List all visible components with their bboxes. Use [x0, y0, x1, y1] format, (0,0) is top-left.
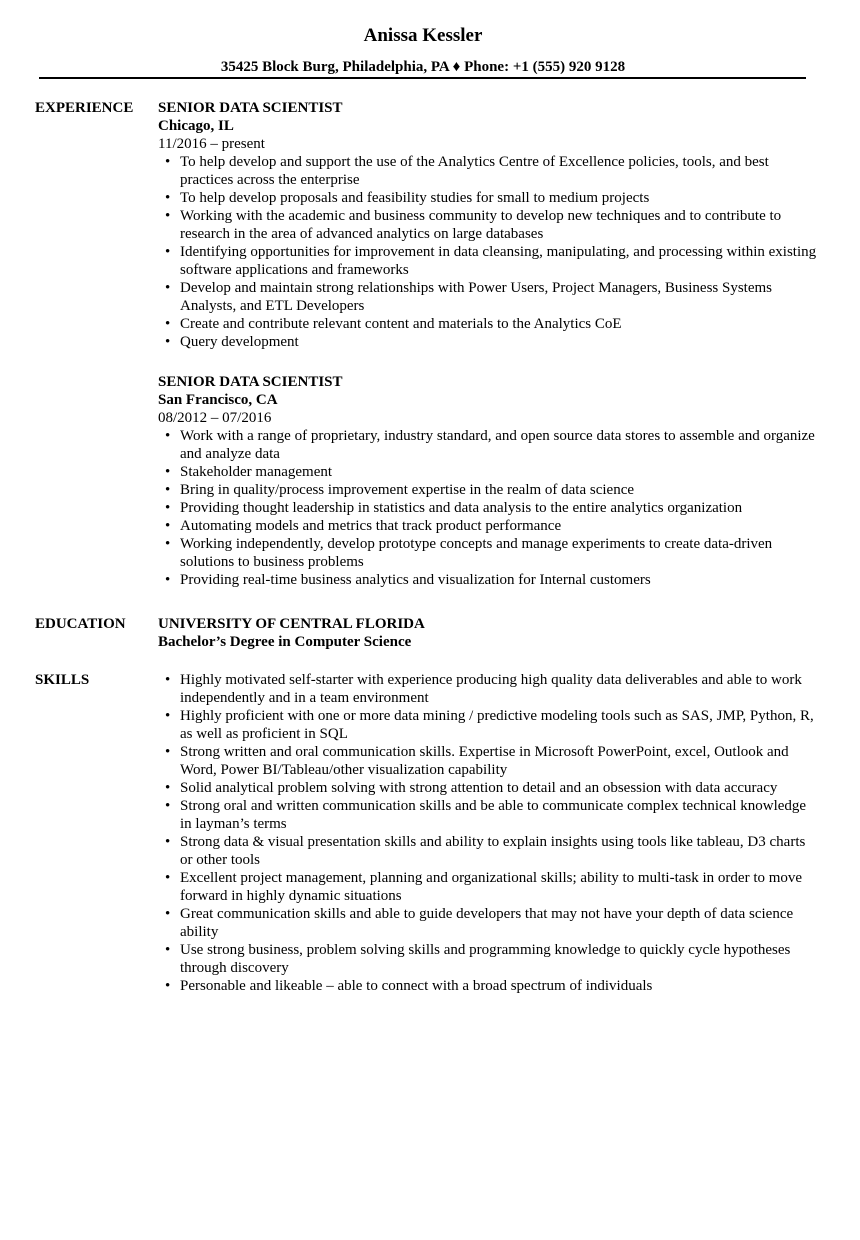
- header-divider: [39, 77, 806, 79]
- list-item: • To help develop proposals and feasibility studies for small to medium projects: [165, 190, 650, 206]
- bullet-icon: •: [165, 906, 171, 922]
- bullet-icon: •: [165, 244, 171, 260]
- bullet-icon: •: [165, 572, 171, 588]
- list-item: • Identifying opportunities for improvement in data cleansing, manipulating, and processing within existing software applications and frameworks: [165, 244, 817, 278]
- bullet-icon: •: [165, 518, 171, 534]
- list-item: • Highly proficient with one or more data mining / predictive modeling tools such as SAS, JMP, Python, R, as well as proficient in SQL: [165, 708, 814, 742]
- list-item: • Working with the academic and business community to develop new techniques and to contribute to research in the area of advanced analytics on large databases: [165, 208, 782, 242]
- list-item: • Personable and likeable – able to connect with a broad spectrum of individuals: [165, 978, 653, 994]
- bullet-icon: •: [165, 780, 171, 796]
- bullet-icon: •: [165, 428, 171, 444]
- list-item: • To help develop and support the use of the Analytics Centre of Excellence policies, tools, and best practices across the enterprise: [165, 154, 769, 188]
- responsibilities-list: [158, 427, 818, 589]
- bullet-icon: •: [165, 154, 171, 170]
- bullet-icon: •: [165, 208, 171, 224]
- job-dates: 08/2012 – 07/2016: [158, 410, 272, 426]
- bullet-icon: •: [165, 870, 171, 886]
- bullet-icon: •: [165, 536, 171, 552]
- list-item: • Strong data & visual presentation skills and ability to explain insights using tools like tableau, D3 charts or other tools: [165, 834, 806, 868]
- bullet-icon: •: [165, 334, 171, 350]
- list-item: • Excellent project management, planning and organizational skills; ability to multi-task in order to move forward in highly dynamic situations: [165, 870, 803, 904]
- skills-entry: [158, 671, 818, 995]
- bullet-icon: •: [165, 942, 171, 958]
- bullet-icon: •: [165, 190, 171, 206]
- education-entry: [158, 615, 818, 651]
- job-title: SENIOR DATA SCIENTIST: [158, 374, 343, 390]
- list-item: • Strong written and oral communication skills. Expertise in Microsoft PowerPoint, excel, Outlook and Word, Power BI/Tableau/other visualization capability: [165, 744, 789, 778]
- bullet-icon: •: [165, 834, 171, 850]
- list-item: • Work with a range of proprietary, industry standard, and open source data stores to assemble and organize and analyze data: [165, 428, 815, 462]
- bullet-icon: •: [165, 316, 171, 332]
- list-item: • Working independently, develop prototype concepts and manage experiments to create data-driven solutions to business problems: [165, 536, 773, 570]
- bullet-icon: •: [165, 798, 171, 814]
- job-title: SENIOR DATA SCIENTIST: [158, 100, 343, 116]
- list-item: • Create and contribute relevant content and materials to the Analytics CoE: [165, 316, 622, 332]
- experience-entry: [158, 373, 818, 589]
- list-item: • Highly motivated self-starter with experience producing high quality data deliverables and able to work independently and in a team environment: [165, 672, 802, 706]
- school-name: UNIVERSITY OF CENTRAL FLORIDA: [158, 616, 425, 632]
- list-item: • Query development: [165, 334, 299, 350]
- bullet-icon: •: [165, 482, 171, 498]
- bullet-icon: •: [165, 978, 171, 994]
- list-item: • Bring in quality/process improvement expertise in the realm of data science: [165, 482, 635, 498]
- list-item: • Great communication skills and able to guide developers that may not have your depth of data science ability: [165, 906, 794, 940]
- section-label-experience: EXPERIENCE: [35, 100, 134, 116]
- resume-name: Anissa Kessler: [363, 25, 483, 46]
- list-item: • Automating models and metrics that track product performance: [165, 518, 562, 534]
- degree: Bachelor’s Degree in Computer Science: [158, 634, 412, 650]
- list-item: • Develop and maintain strong relationships with Power Users, Project Managers, Business Systems Analysts, and ETL Developers: [165, 280, 773, 314]
- list-item: • Providing thought leadership in statistics and data analysis to the entire analytics organization: [165, 500, 743, 516]
- job-dates: 11/2016 – present: [158, 136, 265, 152]
- list-item: • Providing real-time business analytics and visualization for Internal customers: [165, 572, 651, 588]
- bullet-icon: •: [165, 744, 171, 760]
- list-item: • Strong oral and written communication skills and be able to communicate complex technical knowledge in layman’s terms: [165, 798, 807, 832]
- bullet-icon: •: [165, 464, 171, 480]
- list-item: • Solid analytical problem solving with strong attention to detail and an obsession with data accuracy: [165, 780, 778, 796]
- section-label-education: EDUCATION: [35, 616, 126, 632]
- bullet-icon: •: [165, 500, 171, 516]
- contact-line: 35425 Block Burg, Philadelphia, PA ♦ Phone: +1 (555) 920 9128: [220, 59, 626, 75]
- job-location: Chicago, IL: [158, 118, 234, 134]
- job-location: San Francisco, CA: [158, 392, 278, 408]
- bullet-icon: •: [165, 280, 171, 296]
- bullet-icon: •: [165, 708, 171, 724]
- list-item: • Stakeholder management: [165, 464, 333, 480]
- section-label-skills: SKILLS: [35, 672, 90, 688]
- experience-entry: [158, 99, 818, 351]
- list-item: • Use strong business, problem solving skills and programming knowledge to quickly cycle hypotheses through discovery: [165, 942, 791, 976]
- responsibilities-list: [158, 153, 818, 351]
- skills-list: [158, 671, 818, 995]
- bullet-icon: •: [165, 672, 171, 688]
